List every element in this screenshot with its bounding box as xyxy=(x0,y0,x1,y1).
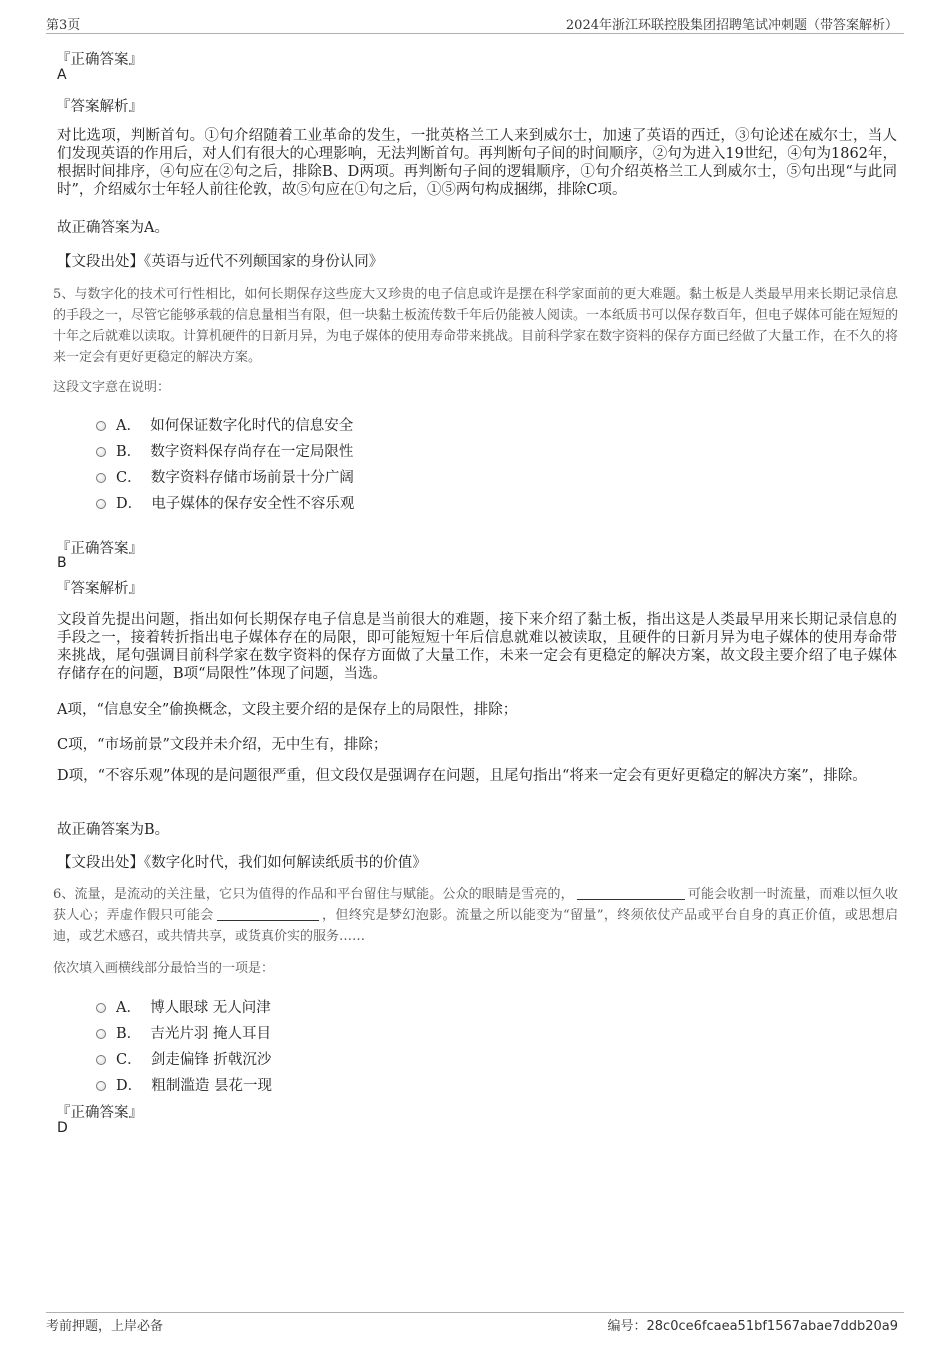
option-a[interactable] xyxy=(96,414,353,435)
option-letter: D． xyxy=(116,1078,143,1094)
question-6-prompt: 依次填入画横线部分最恰当的一项是： xyxy=(53,961,275,976)
page-number: 第3页 xyxy=(46,18,81,33)
correct-answer-value: D xyxy=(57,1120,68,1136)
document-title: 2024年浙江环联控股集团招聘笔试冲刺题（带答案解析） xyxy=(565,18,898,33)
option-c[interactable] xyxy=(96,1048,271,1069)
option-letter: D． xyxy=(116,496,143,512)
page-header xyxy=(46,14,904,34)
option-text: 博人眼球 无人问津 xyxy=(150,1000,271,1016)
question-6-text-part: 可能会收割一时流量，而难以恒久收获人心；弄虚作假只可能会 xyxy=(53,887,898,923)
radio-icon[interactable] xyxy=(96,421,106,431)
option-a[interactable] xyxy=(96,996,271,1017)
conclusion-text: 故正确答案为A。 xyxy=(57,220,169,236)
analysis-text: 文段首先提出问题，指出如何长期保存电子信息是当前很大的难题，接下来介绍了黏土板，指出这是人类最早用来长期记录信息的手段之一，接着转折指出电子媒体存在的局限，即可能短短十年后信息就难以被读取，且硬件的日新月异为电子媒体的使用寿命带来挑战，尾句强调目前科学家在数字资料的保存方面做了大量工作，未来一定会有更稳定的解决方案，故文段主要介绍了电子媒体存储存在的问题，B项“局限性”体现了问题，当选。 xyxy=(57,612,897,682)
question-6-text-part: ，但终究是梦幻泡影。流量之所以能变为“留量”，终须依仗产品或平台自身的真正价值，或思想启迪，或艺术感召，或共情共享，或货真价实的服务…… xyxy=(53,908,898,944)
option-d-note: D项，“不容乐观”体现的是问题很严重，但文段仅是强调存在问题，且尾句指出“将来一定会有更好更稳定的解决方案”，排除。 xyxy=(57,768,867,784)
question-6-text-part: 6、流量，是流动的关注量，它只为值得的作品和平台留住与赋能。公众的眼睛是雪亮的， xyxy=(53,887,574,902)
option-text: 数字资料存储市场前景十分广阔 xyxy=(150,470,354,486)
option-text: 电子媒体的保存安全性不容乐观 xyxy=(151,496,355,512)
analysis-label: 『答案解析』 xyxy=(56,99,143,115)
correct-answer-value: B xyxy=(57,555,67,571)
option-text: 数字资料保存尚存在一定局限性 xyxy=(150,444,354,460)
correct-answer-label: 『正确答案』 xyxy=(56,1105,143,1121)
option-c[interactable] xyxy=(96,466,354,487)
fill-blank-1[interactable] xyxy=(577,887,685,900)
option-b[interactable] xyxy=(96,1022,271,1043)
question-5-text: 5、与数字化的技术可行性相比，如何长期保存这些庞大又珍贵的电子信息或许是摆在科学家面前的更大难题。黏土板是人类最早用来长期记录信息的手段之一，尽管它能够承载的信息量相当有限，但一块黏土板流传数千年后仍能被人阅读。一本纸质书可以保存数百年，但电子媒体可能在短短的十年之后就难以读取。计算机硬件的日新月异，为电子媒体的使用寿命带来挑战。目前科学家在数字资料的保存方面已经做了大量工作，在不久的将来一定会有更好更稳定的解决方案。 xyxy=(53,287,899,365)
conclusion-text: 故正确答案为B。 xyxy=(57,822,170,838)
document-id: 编号：28c0ce6fcaea51bf1567abae7ddb20a9 xyxy=(607,1319,898,1334)
question-5-prompt: 这段文字意在说明： xyxy=(53,380,171,395)
radio-icon[interactable] xyxy=(96,1003,106,1013)
option-c-note: C项，“市场前景”文段并未介绍，无中生有，排除； xyxy=(57,737,388,753)
radio-icon[interactable] xyxy=(96,1055,106,1065)
analysis-text: 对比选项，判断首句。①句介绍随着工业革命的发生，一批英格兰工人来到威尔士，加速了英语的西迁，③句论述在威尔士，当人们发现英语的作用后，对人们有很大的心理影响，无法判断首句。再判断句子间的时间顺序，②句为进入19世纪，④句为1862年，根据时间排序，④句应在②句之后，排除B、D两项。再判断句子间的逻辑顺序，①句介绍英格兰工人到威尔士，⑤句出现“与此同时”，介绍威尔士年轻人前往伦敦，故⑤句应在①句之后，①⑤两句构成捆绑，排除C项。 xyxy=(57,128,897,198)
option-text: 如何保证数字化时代的信息安全 xyxy=(150,418,354,434)
page-footer xyxy=(46,1312,904,1334)
correct-answer-label: 『正确答案』 xyxy=(56,52,143,68)
option-letter: A． xyxy=(116,418,141,434)
option-letter: B． xyxy=(116,1026,142,1042)
source-text: 【文段出处】《英语与近代不列颠国家的身份认同》 xyxy=(57,254,384,270)
option-letter: C． xyxy=(116,470,142,486)
question-6-text xyxy=(53,884,898,947)
correct-answer-label: 『正确答案』 xyxy=(56,541,143,557)
option-letter: A． xyxy=(116,1000,141,1016)
option-text: 剑走偏锋 折戟沉沙 xyxy=(150,1052,272,1068)
radio-icon[interactable] xyxy=(96,499,106,509)
correct-answer-value: A xyxy=(57,67,67,83)
option-text: 粗制滥造 昙花一现 xyxy=(151,1078,272,1094)
radio-icon[interactable] xyxy=(96,1029,106,1039)
source-text: 【文段出处】《数字化时代，我们如何解读纸质书的价值》 xyxy=(57,855,427,871)
option-b[interactable] xyxy=(96,440,353,461)
analysis-label: 『答案解析』 xyxy=(56,581,143,597)
footer-slogan: 考前押题，上岸必备 xyxy=(46,1319,164,1334)
option-d[interactable] xyxy=(96,1074,272,1095)
radio-icon[interactable] xyxy=(96,447,106,457)
option-letter: C． xyxy=(116,1052,142,1068)
radio-icon[interactable] xyxy=(96,1081,106,1091)
option-d[interactable] xyxy=(96,492,354,513)
fill-blank-2[interactable] xyxy=(217,908,319,921)
option-letter: B． xyxy=(116,444,142,460)
radio-icon[interactable] xyxy=(96,473,106,483)
option-text: 吉光片羽 掩人耳目 xyxy=(150,1026,271,1042)
option-a-note: A项，“信息安全”偷换概念，文段主要介绍的是保存上的局限性，排除； xyxy=(57,702,518,718)
